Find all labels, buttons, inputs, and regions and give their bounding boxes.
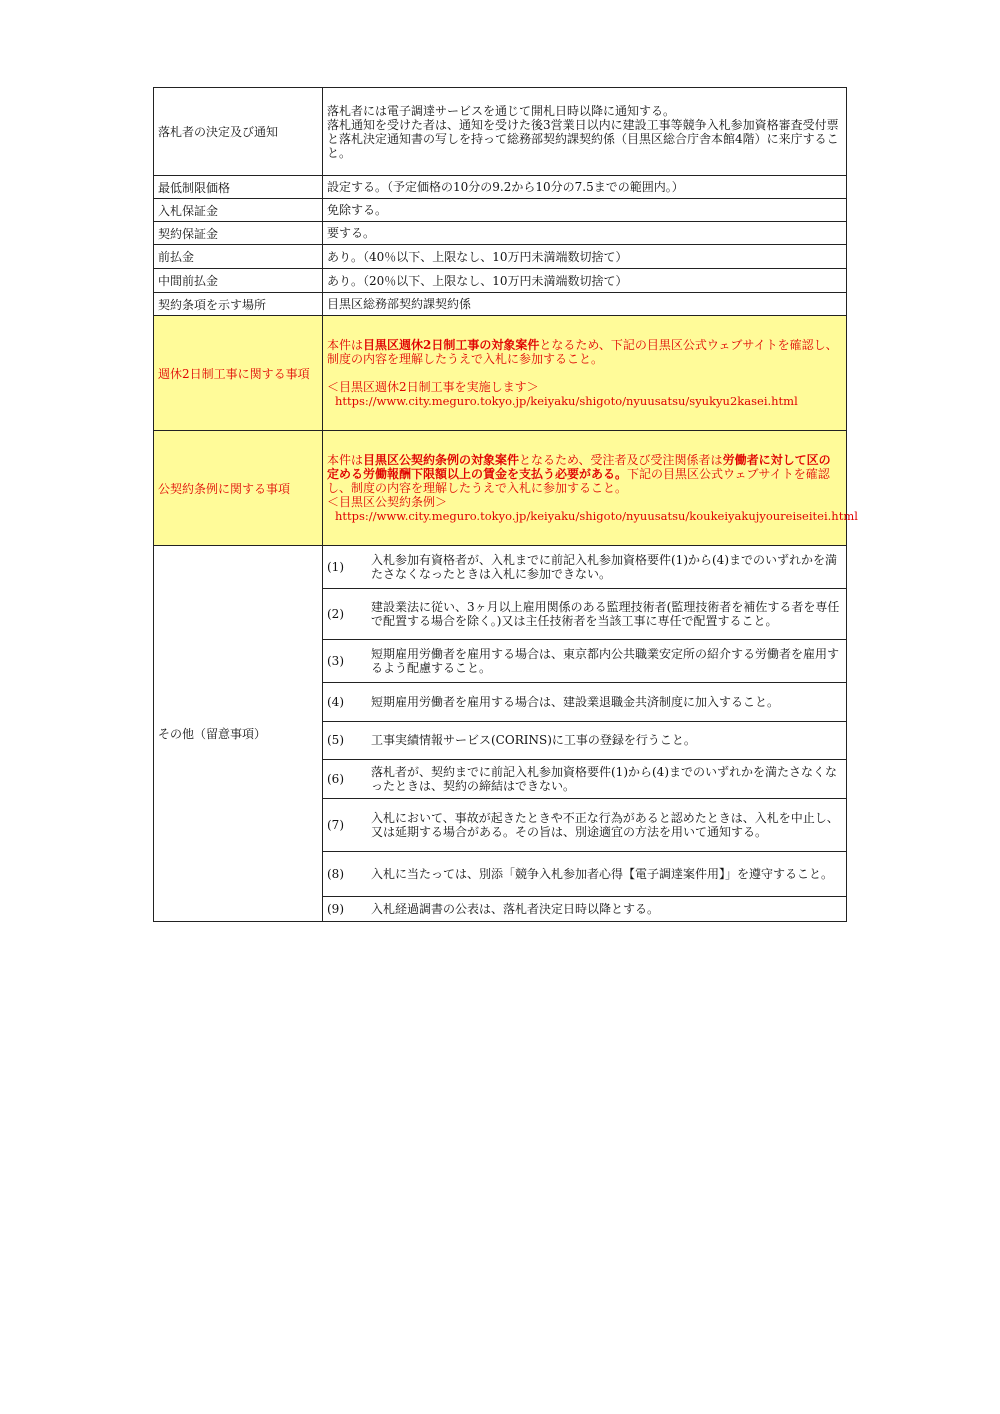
row-label: 契約条項を示す場所 [154,293,323,316]
item-number: (2) [323,588,371,639]
list-item [323,798,846,851]
list-item [323,896,846,921]
notes-list [323,546,846,921]
item-text: 入札において、事故が起きたときや不正な行為があると認めたときは、入札を中止し、又は延期する場合がある。その旨は、別途適宜の方法を用いて通知する。 [371,798,846,851]
item-number: (4) [323,682,371,721]
holiday-text: となるため、下記の目黒区公式ウェブサイトを確認し、制度の内容を理解したうえで入札に参加すること。 [327,338,838,366]
item-text: 入札に当たっては、別添「競争入札参加者心得【電子調達案件用】」を遵守すること。 [371,851,846,896]
holiday-content [323,316,847,431]
item-text: 建設業法に従い、3ヶ月以上雇用関係のある監理技術者(監理技術者を補佐する者を専任で配置する場合を除く。)又は主任技術者を当該工事に専任で配置すること。 [371,588,846,639]
item-number: (8) [323,851,371,896]
row-value-line: 落札通知を受けた者は、通知を受けた後3営業日以内に建設工事等競争入札参加資格審査受付票と落札決定通知書の写しを持って総務部契約課契約係（目黒区総合庁舎本館4階）に来庁すること。 [327,117,839,160]
row-value: 設定する。（予定価格の10分の9.2から10分の7.5までの範囲内。） [323,176,847,199]
ordinance-text: となるため、受注者及び受注関係者は [519,453,723,467]
row-value: 目黒区総務部契約課契約係 [323,293,847,316]
list-item [323,851,846,896]
ordinance-link-title: ＜目黒区公契約条例＞ [327,495,448,509]
other-content [323,546,847,922]
row-value: 免除する。 [323,199,847,222]
list-item [323,546,846,588]
ordinance-text: 本件は [327,453,364,467]
conditions-table [153,87,858,922]
ordinance-content [323,431,858,546]
item-number: (9) [327,901,344,916]
other-label: その他（留意事項） [154,546,323,922]
holiday-text: 本件は [327,338,364,352]
list-item [323,588,846,639]
table-row [154,316,847,431]
holiday-url-link[interactable]: https://www.city.meguro.tokyo.jp/keiyaku/shigoto/nyuusatsu/syukyu2kasei.html [335,394,798,408]
row-value-line: 落札者には電子調達サービスを通じて開札日時以降に通知する。 [327,103,676,118]
row-value: 要する。 [323,222,847,245]
item-number: (3) [323,639,371,682]
table-row [154,293,847,316]
row-value: あり。（20％以下、上限なし、10万円未満端数切捨て） [323,269,847,293]
table-row [154,269,847,293]
row-label: 落札者の決定及び通知 [154,88,323,176]
row-label: 入札保証金 [154,199,323,222]
item-text: 短期雇用労働者を雇用する場合は、東京都内公共職業安定所の紹介する労働者を雇用するよう配慮すること。 [371,639,846,682]
spacer [327,366,842,380]
row-label: 前払金 [154,245,323,269]
ordinance-notice [327,453,842,495]
table-row [154,199,847,222]
table-row [154,546,847,922]
list-item [323,639,846,682]
item-text: 短期雇用労働者を雇用する場合は、建設業退職金共済制度に加入すること。 [371,682,846,721]
ordinance-url-link[interactable]: https://www.city.meguro.tokyo.jp/keiyaku/shigoto/nyuusatsu/koukeiyakujyoureiseitei.html [335,509,858,523]
item-number: (5) [323,721,371,759]
holiday-label: 週休2日制工事に関する事項 [154,316,323,431]
table-row [154,176,847,199]
holiday-link-title: ＜目黒区週休2日制工事を実施します＞ [327,380,539,394]
ordinance-emphasis: 目黒区公契約条例の対象案件 [363,453,520,467]
item-number: (1) [323,546,371,588]
conditions-sheet [153,87,858,922]
row-label: 契約保証金 [154,222,323,245]
ordinance-label: 公契約条例に関する事項 [154,431,323,546]
holiday-emphasis: 目黒区週休2日制工事の対象案件 [363,338,540,352]
list-item [323,759,846,798]
row-label: 最低制限価格 [154,176,323,199]
item-text: 入札経過調書の公表は、落札者決定日時以降とする。 [371,901,660,916]
table-row [154,431,847,546]
table-row [154,88,847,176]
item-text: 工事実績情報サービス(CORINS)に工事の登録を行うこと。 [371,721,846,759]
list-item [323,721,846,759]
ordinance-text: 下記の目黒区公式ウェブサイトを確認し、制度の内容を理解したうえで入札に参加すること。 [327,467,830,495]
row-label: 中間前払金 [154,269,323,293]
table-row [154,222,847,245]
item-text: 落札者が、契約までに前記入札参加資格要件(1)から(4)までのいずれかを満たさなくなったときは、契約の締結はできない。 [371,759,846,798]
holiday-notice [327,338,842,366]
table-row [154,245,847,269]
row-value: あり。（40％以下、上限なし、10万円未満端数切捨て） [323,245,847,269]
ordinance-emphasis: 労働者に対して区の定める労働報酬下限額以上の賃金を支払う必要がある。 [327,453,831,481]
list-item [323,682,846,721]
item-number: (7) [323,798,371,851]
item-text: 入札参加有資格者が、入札までに前記入札参加資格要件(1)から(4)までのいずれかを満たさなくなったときは入札に参加できない。 [371,546,846,588]
row-value [323,88,847,176]
item-number: (6) [323,759,371,798]
